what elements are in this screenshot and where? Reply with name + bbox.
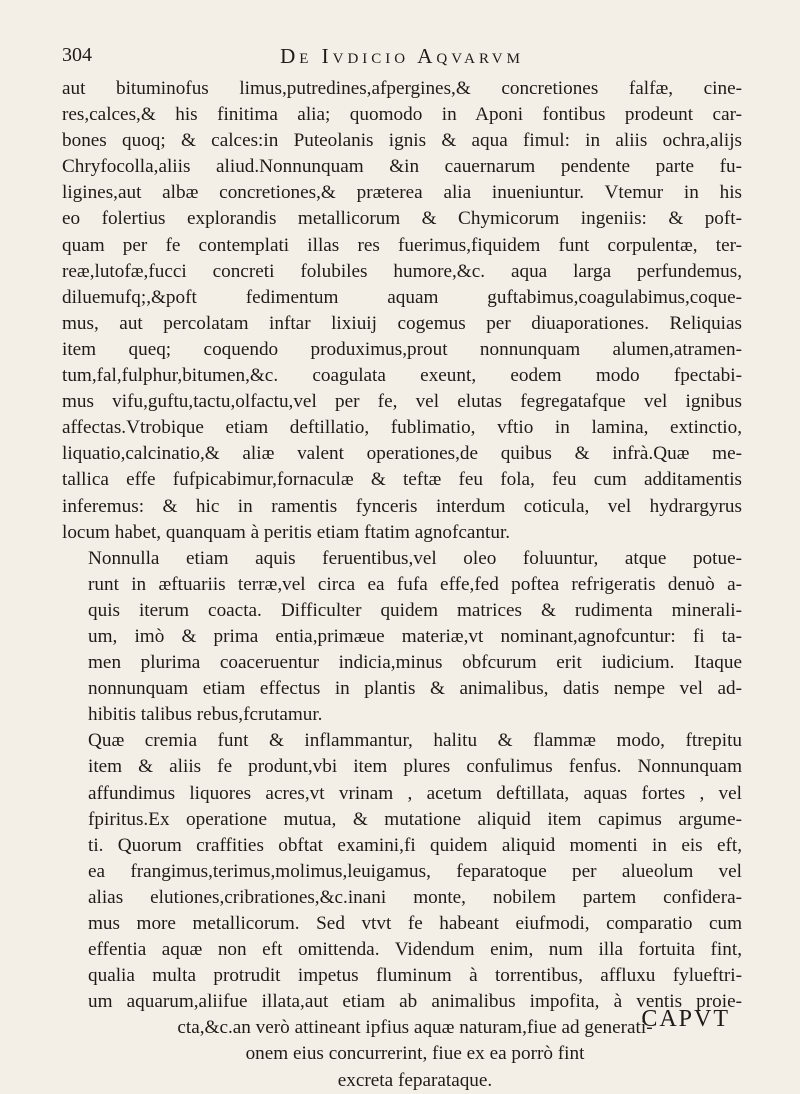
text-line: alias elutiones,cribrationes,&c.inani monte, nobilem partem confidera- xyxy=(88,886,742,908)
text-line: effentia aquæ non eft omittenda. Videndum enim, num illa fortuita fint, xyxy=(88,939,742,961)
running-title: De Ivdicio Aqvarvm xyxy=(280,44,524,68)
text-line: locum habet, quanquam à peritis etiam ftatim agnofcantur. xyxy=(62,521,511,543)
text-line: bones quoq; & calces:in Puteolanis ignis & aqua fimul: in aliis ochra,alijs xyxy=(62,130,742,152)
text-line: ea frangimus,terimus,molimus,leuigamus, feparatoque per alueolum vel xyxy=(88,860,742,882)
text-line: tallica effe fufpicabimur,fornaculæ & teftæ feu fola, feu cum additamentis xyxy=(62,469,742,491)
text-line: nonnunquam etiam effectus in plantis & animalibus, datis nempe vel ad- xyxy=(88,678,742,700)
text-line: um, imò & prima entia,primæue materiæ,vt nominant,agnofcuntur: fi ta- xyxy=(88,625,742,647)
paragraph xyxy=(62,76,742,546)
text-line: qualia multa protrudit impetus fluminum à torrentibus, affluxu fylueftri- xyxy=(88,965,742,987)
text-line: Nonnulla etiam aquis feruentibus,vel oleo foluuntur, atque potue- xyxy=(88,547,742,569)
text-line: res,calces,& his finitima alia; quomodo in Aponi fontibus prodeunt car- xyxy=(62,104,742,126)
text-line: item queq; coquendo produximus,prout nonnunquam alumen,atramen- xyxy=(62,338,742,360)
text-line: fpiritus.Ex operatione mutua, & mutatione aliquid item capimus argume- xyxy=(88,808,742,830)
text-line: onem eius concurrerint, fiue ex ea porrò fint xyxy=(245,1043,585,1065)
text-line: tum,fal,fulphur,bitumen,&c. coagulata exeunt, eodem modo fpectabi- xyxy=(62,365,742,387)
text-line: runt in æftuariis terræ,vel circa ea fufa effe,fed poftea refrigeratis denuò a- xyxy=(88,573,742,595)
page-number: 304 xyxy=(62,44,92,66)
text-line: Quæ cremia funt & inflammantur, halitu & flammæ modo, ftrepitu xyxy=(88,730,742,752)
text-line: mus more metallicorum. Sed vtvt fe habeant eiufmodi, comparatio cum xyxy=(88,913,742,934)
text-line: eo folertius explorandis metallicorum & Chymicorum ingeniis: & poft- xyxy=(62,208,742,230)
text-line: reæ,lutofæ,fucci concreti folubiles humore,&c. aqua larga perfundemus, xyxy=(62,260,742,282)
text-line: aut bituminofus limus,putredines,afpergines,& concretiones falfæ, cine- xyxy=(62,78,742,99)
text-line: Chryfocolla,aliis aliud.Nonnunquam &in cauernarum pendente parte fu- xyxy=(62,156,742,178)
text-line: diluemufq;,&poft fedimentum aquam guftabimus,coagulabimus,coque- xyxy=(62,286,742,308)
paragraph xyxy=(62,728,742,1093)
text-line: mus, aut percolatam inftar lixiuij cogemus per diuaporationes. Reliquias xyxy=(62,312,742,334)
text-line: cta,&c.an verò attineant ipfius aquæ naturam,fiue ad generati- xyxy=(177,1017,653,1039)
text-line: quam per fe contemplati illas res fuerimus,fiquidem funt corpulentæ, ter- xyxy=(62,234,742,256)
text-line: men plurima coaceruentur indicia,minus obfcurum erit iudicium. Itaque xyxy=(88,652,742,674)
text-line: mus vifu,guftu,tactu,olfactu,vel per fe, vel elutas fegregatafque vel ignibus xyxy=(62,391,742,413)
text-line: liquatio,calcinatio,& aliæ valent operationes,de quibus & infrà.Quæ me- xyxy=(62,443,742,465)
paragraph xyxy=(62,546,742,729)
text-line: ligines,aut albæ concretiones,& præterea alia inueniuntur. Vtemur in his xyxy=(62,182,742,204)
text-line: hibitis talibus rebus,fcrutamur. xyxy=(88,704,323,726)
text-line: ti. Quorum craffities obftat examini,fi quidem aliquid momenti in eis eft, xyxy=(88,834,742,856)
text-line: quis iterum coacta. Difficulter quidem matrices & rudimenta minerali- xyxy=(88,599,742,621)
catchword: CAPVT xyxy=(641,1006,730,1032)
running-head xyxy=(62,44,742,74)
text-line: affectas.Vtrobique etiam deftillatio, fublimatio, vftio in lamina, extinctio, xyxy=(62,417,742,439)
text-line: affundimus liquores acres,vt vrinam , acetum deftillata, aquas fortes , vel xyxy=(88,782,742,804)
body-text xyxy=(62,76,742,1094)
text-line: um aquarum,aliifue illata,aut etiam ab animalibus impofita, à ventis proie- xyxy=(88,991,742,1013)
text-line: item & aliis fe produnt,vbi item plures confulimus fenfus. Nonnunquam xyxy=(88,756,742,778)
text-line: excreta feparataque. xyxy=(337,1069,493,1091)
text-line: inferemus: & hic in ramentis fynceris interdum coticula, vel hydrargyrus xyxy=(62,495,742,517)
